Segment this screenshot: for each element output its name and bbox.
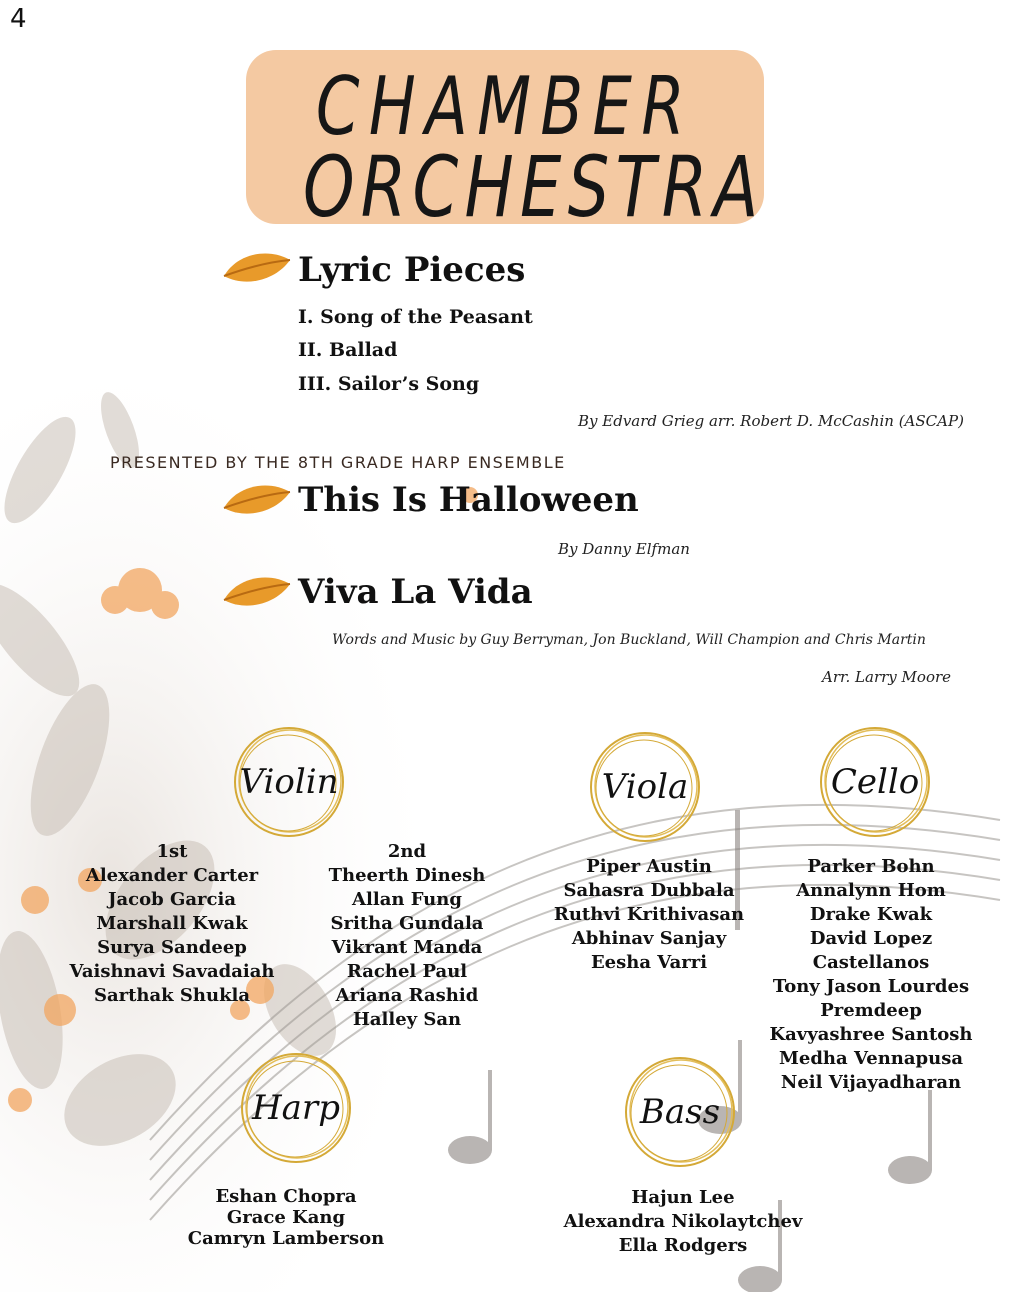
movement-1: I. Song of the Peasant xyxy=(298,306,533,328)
composer-credit-coldplay: Words and Music by Guy Berryman, Jon Buckland, Will Champion and Chris Martin xyxy=(332,632,926,648)
roster-member: Sahasra Dubbala xyxy=(563,880,735,901)
title-line-2: ORCHESTRA xyxy=(302,138,765,236)
cello-section-label: Cello xyxy=(830,762,920,802)
roster-member: Camryn Lamberson xyxy=(187,1228,385,1249)
roster-member: Jacob Garcia xyxy=(108,889,236,910)
piece-title-this-is-halloween: This Is Halloween xyxy=(298,480,639,520)
violin-1st-roster xyxy=(52,840,292,1008)
roster-member: Eesha Varri xyxy=(590,952,708,973)
cello-section-badge xyxy=(815,722,935,842)
title-line-1: CHAMBER xyxy=(315,60,695,153)
roster-member: Sritha Gundala xyxy=(330,913,484,934)
roster-member: Allan Fung xyxy=(352,889,462,910)
roster-member: Abhinav Sanjay xyxy=(571,928,727,949)
arranger-credit-moore: Arr. Larry Moore xyxy=(822,668,952,686)
roster-member: Ruthvi Krithivasan xyxy=(553,904,745,925)
piece-title-lyric-pieces: Lyric Pieces xyxy=(298,250,526,290)
piece-title-viva-la-vida: Viva La Vida xyxy=(298,572,533,612)
roster-heading: 2nd xyxy=(387,841,427,862)
roster-member: Vaishnavi Savadaiah xyxy=(69,961,275,982)
autumn-leaf-icon xyxy=(220,246,292,290)
viola-section-badge xyxy=(585,727,705,847)
roster-member: Grace Kang xyxy=(226,1207,346,1228)
harp-section-label: Harp xyxy=(252,1088,340,1128)
title-banner xyxy=(246,50,765,236)
roster-member: Medha Vennapusa xyxy=(778,1048,964,1069)
roster-member: Rachel Paul xyxy=(346,961,468,982)
roster-member: Piper Austin xyxy=(586,856,712,877)
harp-section-badge xyxy=(236,1048,356,1168)
violin-2nd-roster xyxy=(300,840,514,1032)
roster-member: Ella Rodgers xyxy=(618,1235,748,1256)
viola-section-label: Viola xyxy=(601,767,689,807)
violin-section-badge xyxy=(229,722,349,842)
presented-by-note: PRESENTED BY THE 8TH GRADE HARP ENSEMBLE xyxy=(110,453,566,472)
composer-credit-grieg: By Edvard Grieg arr. Robert D. McCashin (ASCAP) xyxy=(578,412,964,430)
roster-member: Vikrant Manda xyxy=(331,937,483,958)
roster-heading: 1st xyxy=(156,841,188,862)
violin-section-label: Violin xyxy=(239,762,339,802)
roster-member: Hajun Lee xyxy=(631,1187,735,1208)
roster-member: Surya Sandeep xyxy=(97,937,247,958)
roster-member: Halley San xyxy=(352,1009,462,1030)
roster-member: Drake Kwak xyxy=(809,904,933,925)
bass-roster xyxy=(548,1186,818,1258)
roster-member: Premdeep xyxy=(820,1000,922,1021)
autumn-leaf-icon xyxy=(220,570,292,614)
roster-member: Alexandra Nikolaytchev xyxy=(563,1211,803,1232)
composer-credit-elfman: By Danny Elfman xyxy=(558,540,690,558)
roster-member: Annalynn Hom xyxy=(796,880,946,901)
roster-member: David Lopez xyxy=(809,928,933,949)
page-number: 4 xyxy=(10,4,27,34)
roster-member: Eshan Chopra xyxy=(215,1186,357,1207)
roster-member: Sarthak Shukla xyxy=(93,985,251,1006)
roster-member: Parker Bohn xyxy=(807,856,935,877)
autumn-leaf-icon xyxy=(220,478,292,522)
harp-roster xyxy=(170,1186,402,1249)
cello-roster xyxy=(760,855,982,1095)
bass-section-badge xyxy=(620,1052,740,1172)
bass-section-label: Bass xyxy=(639,1092,721,1132)
roster-member: Kavyashree Santosh xyxy=(769,1024,973,1045)
roster-member: Alexander Carter xyxy=(85,865,259,886)
roster-member: Tony Jason Lourdes xyxy=(772,976,970,997)
viola-roster xyxy=(540,855,758,975)
roster-member: Marshall Kwak xyxy=(96,913,248,934)
roster-member: Ariana Rashid xyxy=(335,985,479,1006)
roster-member: Castellanos xyxy=(812,952,930,973)
roster-member: Neil Vijayadharan xyxy=(780,1072,962,1093)
movement-3: III. Sailor’s Song xyxy=(298,373,480,395)
movement-2: II. Ballad xyxy=(298,339,398,361)
roster-member: Theerth Dinesh xyxy=(328,865,486,886)
